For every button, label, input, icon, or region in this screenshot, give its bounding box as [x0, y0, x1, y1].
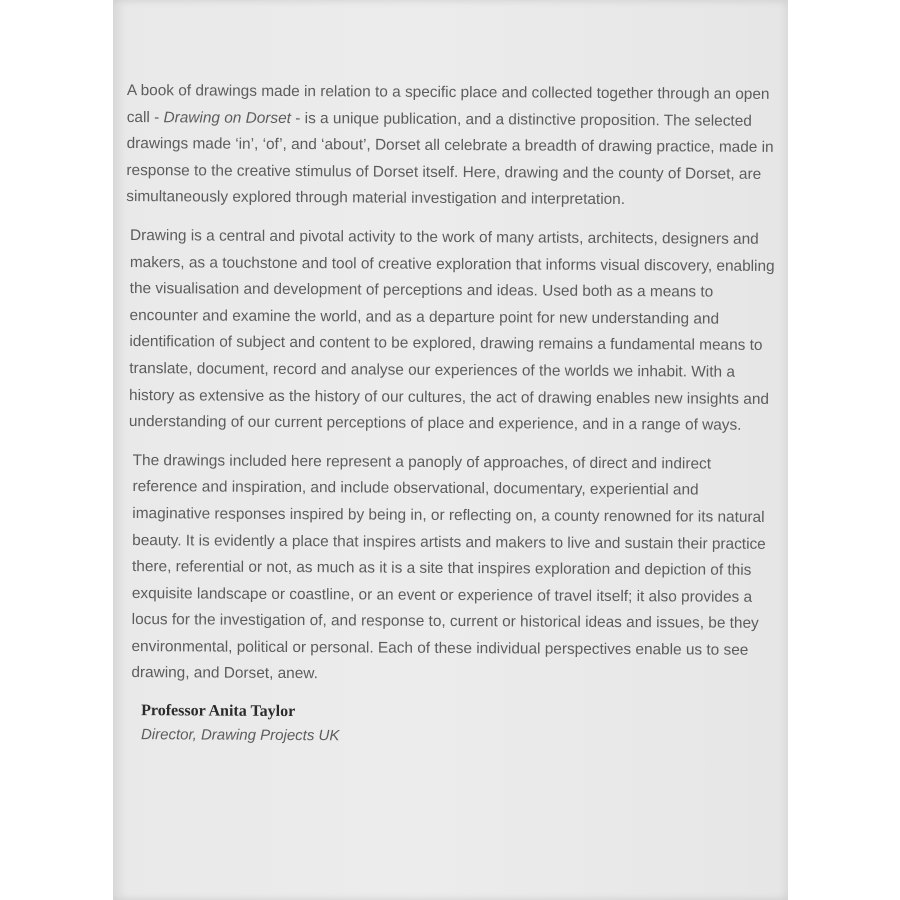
- paragraph-intro-start: A book of drawings made in relation to a specific place and collected together through an open call -: [126, 81, 770, 126]
- book-page: [113, 0, 788, 900]
- page-text: [123, 78, 779, 751]
- paragraph-drawing: Drawing is a central and pivotal activity to the work of many artists, architects, designers and makers, as a touchstone and tool of creative exploration that informs visual discovery, enabling the visualisation and development of perceptions and ideas. Used both as a means to encounter and examine the world, and as a departure point for new understanding and identification of subject and content to be explored, drawing remains a fundamental means to translate, document, record and analyse our experiences of the worlds we inhabit. With a history as extensive as the history of our cultures, the act of drawing enables new insights and understanding of our current perceptions of place and experience, and in a range of ways.: [128, 226, 775, 434]
- paragraph-approaches: The drawings included here represent a panoply of approaches, of direct and indirect reference and inspiration, and include observational, documentary, experiential and imaginative responses inspired by being in, or reflecting on, a county renowned for its natural beauty. It is evidently a place that inspires artists and makers to live and sustain their practice there, referential or not, as much as it is a site that inspires exploration and depiction of this exquisite landscape or coastline, or an event or experience of travel itself; it also provides a locus for the investigation of, and response to, current or historical ideas and issues, be they environmental, political or personal. Each of these individual perspectives enable us to see drawing, and Dorset, anew.: [131, 451, 766, 683]
- paragraph-intro: [126, 78, 779, 215]
- author-role: Director, Drawing Projects UK: [140, 726, 340, 745]
- paragraph-intro-end: - is a unique publication, and a distinctive proposition. The selected drawings made ‘in’, ‘of’, and ‘about’, Dorset all celebrate a breadth of drawing practice, made in response to the creative stimulus of Dorset itself. Here, drawing and the county of Dorset, are simultaneously explored through material investigation and interpretation.: [126, 109, 774, 209]
- signature-block: [141, 699, 775, 751]
- author-name: Professor Anita Taylor: [141, 702, 296, 721]
- book-title: Drawing on Dorset: [163, 108, 292, 127]
